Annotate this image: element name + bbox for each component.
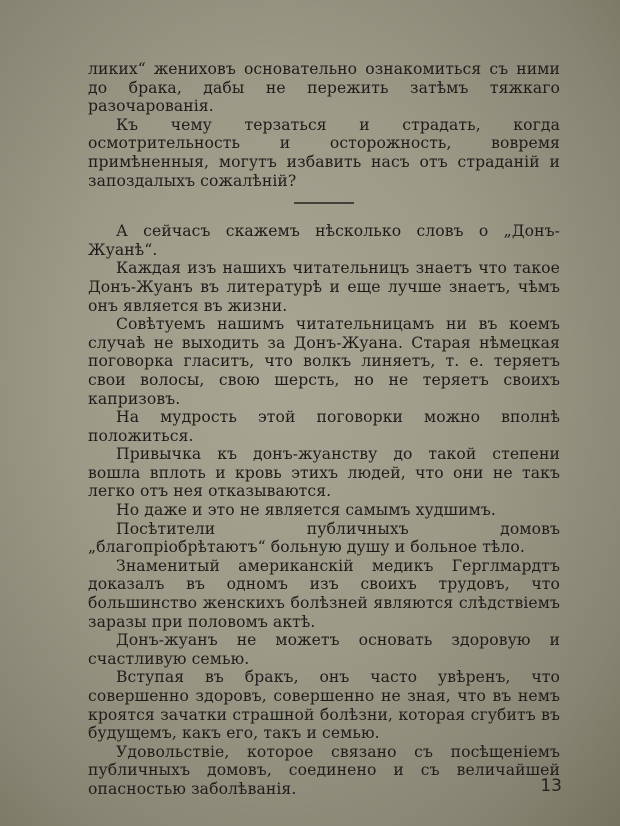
paragraph: На мудрость этой поговорки можно вполнѣ положиться. (88, 408, 560, 445)
paragraph: Донъ-жуанъ не можетъ основать здоровую и счастливую семью. (88, 631, 560, 668)
paragraph: Знаменитый американскій медикъ Герглмардтъ доказалъ въ одномъ изъ своихъ трудовъ, что большинство женскихъ болѣзней являются слѣдствіемъ заразы при половомъ актѣ. (88, 556, 560, 631)
paragraph: А сейчасъ скажемъ нѣсколько словъ о „Донъ-Жуанѣ“. (88, 222, 560, 259)
paragraph: Къ чему терзаться и страдать, когда осмотрительность и осторожность, вовремя примѣненныя, могутъ избавить насъ отъ страданій и запоздалыхъ сожалѣній? (88, 115, 560, 190)
paragraph: Совѣтуемъ нашимъ читательницамъ ни въ коемъ случаѣ не выходить за Донъ-Жуана. Старая нѣмецкая поговорка гласитъ, что волкъ линяетъ, т. е. теряетъ свои волосы, свою шерсть, но не теряетъ своихъ капризовъ. (88, 315, 560, 408)
paragraph: Удовольствіе, которое связано съ посѣщеніемъ публичныхъ домовъ, соединено и съ величайшей опасностью заболѣванія. (88, 742, 560, 798)
paragraph: ликих“ жениховъ основательно ознакомиться съ ними до брака, дабы не пережить затѣмъ тяжкаго разочарованія. (88, 60, 560, 116)
paragraph: Посѣтители публичныхъ домовъ „благопріобрѣтаютъ“ больную душу и больное тѣло. (88, 519, 560, 557)
paragraph: Каждая изъ нашихъ читательницъ знаетъ что такое Донъ-Жуанъ въ литературѣ и еще лучше знаетъ, чѣмъ онъ является въ жизни. (88, 259, 560, 315)
page-number: 13 (540, 776, 562, 796)
section-divider (294, 202, 354, 204)
paragraph: Вступая въ бракъ, онъ часто увѣренъ, что совершенно здоровъ, совершенно не зная, что въ немъ кроятся зачатки страшной болѣзни, которая сгубитъ въ будущемъ, какъ его, такъ и семью. (88, 668, 560, 743)
paragraph: Привычка къ донъ-жуанству до такой степени вошла вплоть и кровь этихъ людей, что они не такъ легко отъ нея отказываются. (88, 445, 560, 501)
paragraph: Но даже и это не является самымъ худшимъ. (116, 501, 496, 520)
page-text (88, 60, 560, 799)
